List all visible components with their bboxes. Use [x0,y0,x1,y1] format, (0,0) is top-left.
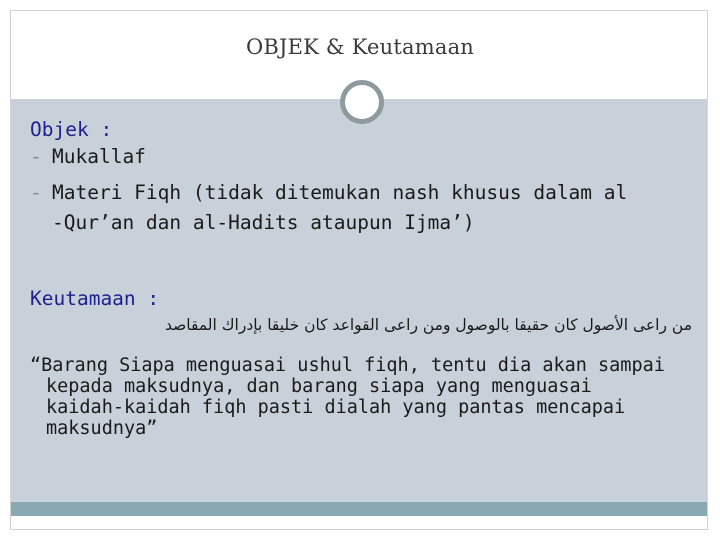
arabic-text: من راعى الأصول كان حقيقا بالوصول ومن راعى القواعد كان خليقا بإدراك المقاصد [164,316,692,334]
quote-block [30,355,665,439]
circle-ornament-icon [340,80,384,124]
quote-line: kaidah-kaidah fiqh pasti dialah yang pantas mencapai [46,397,626,418]
list-item-continuation [30,210,475,235]
quote-line: “Barang Siapa menguasai ushul fiqh, tentu dia akan sampai [30,355,665,376]
bullet-dash: - [30,145,42,168]
list-item-text: Mukallaf [52,145,146,168]
bottom-band [11,502,707,516]
list-item [30,144,146,169]
list-item-text: -Qur’an dan al-Hadits ataupun Ijma’) [52,211,475,234]
quote-line: maksudnya” [46,418,158,439]
keutamaan-heading: Keutamaan : [30,287,160,310]
objek-heading: Objek : [30,118,113,141]
list-item [30,180,627,205]
slide-title: OBJEK & Keutamaan [245,35,475,59]
quote-line: kepada maksudnya, dan barang siapa yang menguasai [46,376,592,397]
bullet-dash: - [30,181,42,204]
list-item-text: Materi Fiqh (tidak ditemukan nash khusus dalam al [52,181,628,204]
